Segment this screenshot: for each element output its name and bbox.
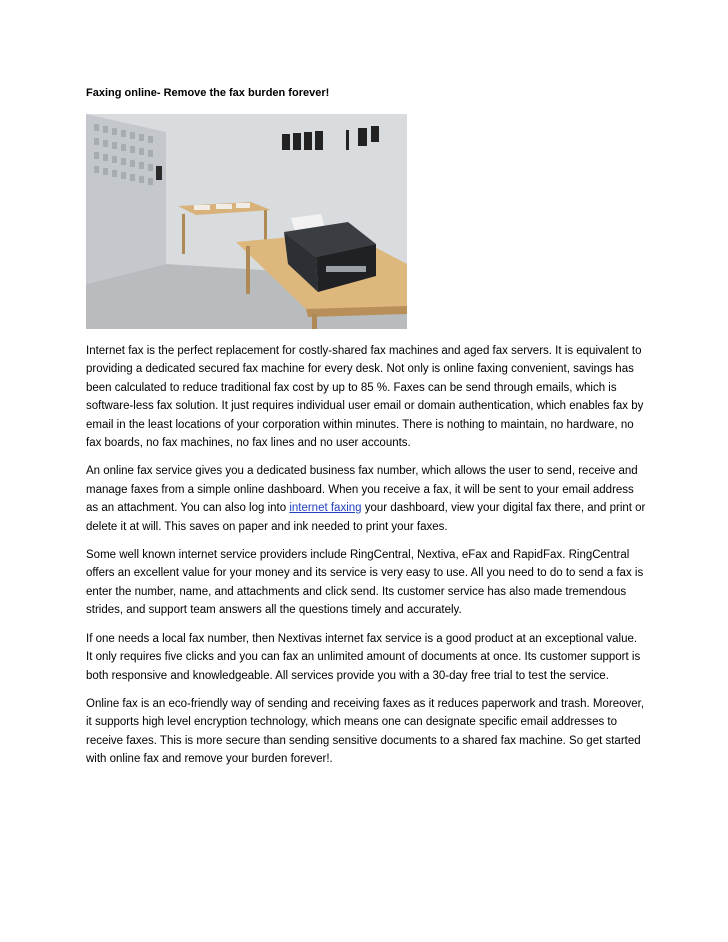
article-body [86, 342, 646, 779]
paragraph-2-part-2: your dashboard, view your digital fax there, and print or delete it at will. This saves on paper and ink needed to print your faxes. [86, 502, 646, 533]
photo-illustration [86, 114, 407, 329]
paragraph-4: If one needs a local fax number, then Nextivas internet fax service is a good product at an exceptional value. It only requires five clicks and you can fax an unlimited amount of documents at once. Its customer support is both responsive and knowledgeable. All services provide you with a 30-day free trial to test the service. [86, 632, 641, 682]
paragraph-2 [86, 462, 646, 536]
document-title: Faxing online- Remove the fax burden forever! [86, 87, 330, 99]
printer-on-table-photo [86, 114, 407, 329]
paragraph-2-part-1: An online fax service gives you a dedicated business fax number, which allows the user to send, receive and manage faxes from a simple online dashboard. When you receive a fax, it will be sent to your email address as an attachment. You can also log into [86, 465, 638, 515]
paragraph-3: Some well known internet service providers include RingCentral, Nextiva, eFax and RapidFax. RingCentral offers an excellent value for your money and its service is very easy to use. All you need to do to send a fax is enter the number, name, and attachments and click send. Its customer service has also made tremendous strides, and support team answers all the questions timely and accurately. [86, 549, 644, 617]
paragraph-1: Internet fax is the perfect replacement for costly-shared fax machines and aged fax servers. It is equivalent to providing a dedicated secured fax machine for every desk. Not only is online faxing convenient, savings has been calculated to reduce traditional fax cost by up to 85 %. Faxes can be send through emails, which is software-less fax solution. It just requires individual user email or domain authentication, which enables fax by email in the least locations of your corporation within minutes. There is nothing to maintain, no hardware, no fax boards, no fax machines, no fax lines and no user accounts. [86, 345, 644, 450]
paragraph-5: Online fax is an eco-friendly way of sending and receiving faxes as it reduces paperwork and trash. Moreover, it supports high level encryption technology, which means one can designate specific email addresses to receive faxes. This is more secure than sending sensitive documents to a shared fax machine. So get started with online fax and remove your burden forever!. [86, 697, 645, 766]
internet-faxing-link[interactable]: internet faxing [289, 502, 362, 515]
